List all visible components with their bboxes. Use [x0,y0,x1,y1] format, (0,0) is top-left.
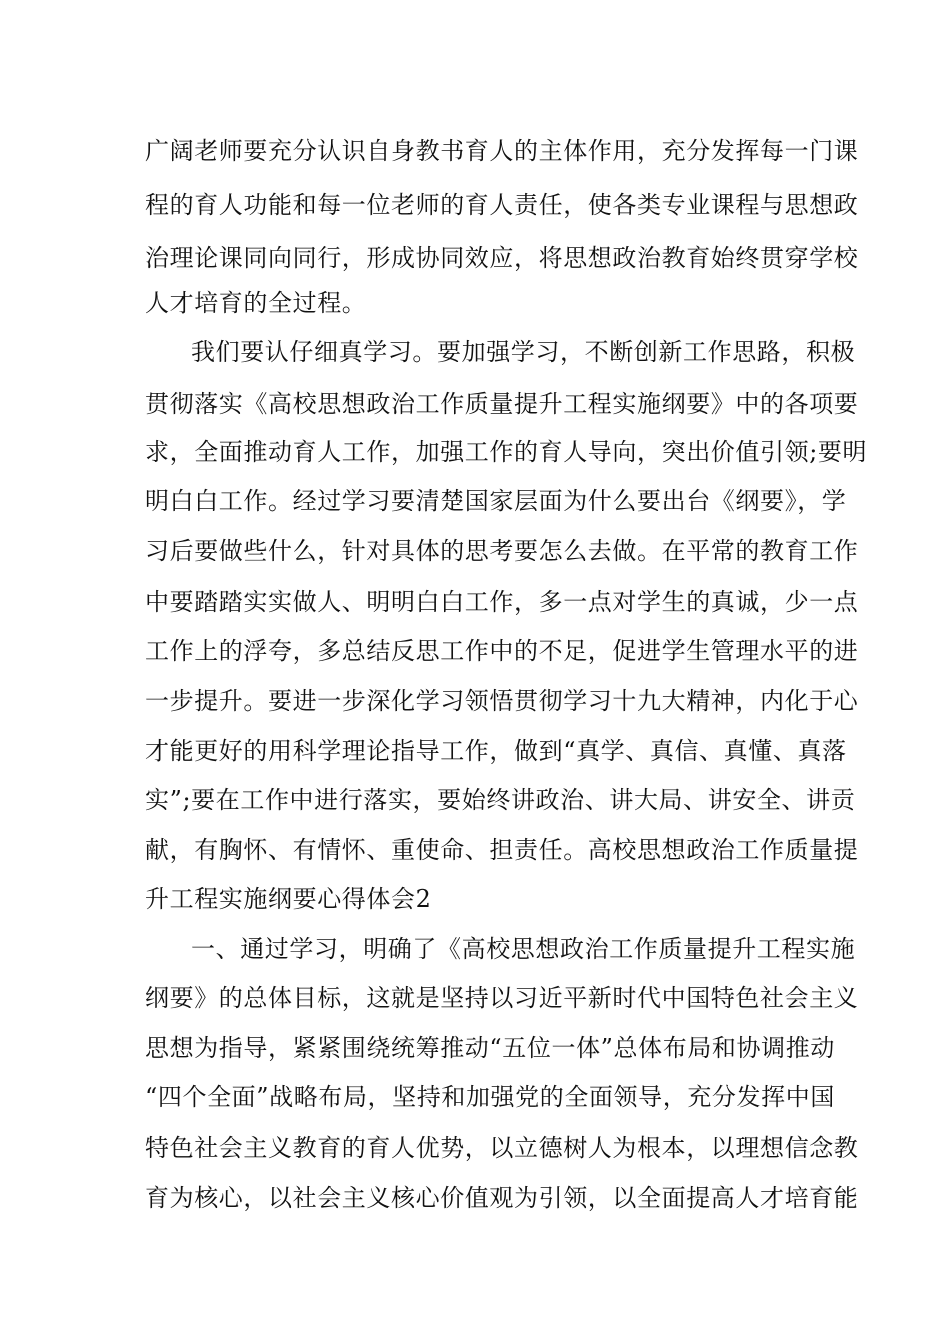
text-line: 求，全面推动育人工作，加强工作的育人导向，突出价值引领;要明 [145,438,868,466]
text-line: 贯彻落实《高校思想政治工作质量提升工程实施纲要》中的各项要 [145,390,859,418]
text-line: 思想为指导，紧紧围绕统筹推动“五位一体”总体布局和协调推动 [145,1034,835,1062]
text-line: “四个全面”战略布局，坚持和加强党的全面领导，充分发挥中国 [145,1083,835,1111]
text-line: 纲要》的总体目标，这就是坚持以习近平新时代中国特色社会主义 [145,984,859,1012]
text-line: 一步提升。要进一步深化学习领悟贯彻学习十九大精神，内化于心 [145,687,859,715]
text-line: 才能更好的用科学理论指导工作，做到“真学、真信、真懂、真落 [145,737,847,765]
text-line: 一、通过学习，明确了《高校思想政治工作质量提升工程实施 [191,935,856,963]
text-line: 人才培育的全过程。 [145,289,367,317]
text-line: 广阔老师要充分认识自身教书育人的主体作用，充分发挥每一门课 [145,137,859,165]
text-line: 特色社会主义教育的育人优势，以立德树人为根本，以理想信念教 [145,1134,859,1162]
text-line: 中要踏踏实实做人、明明白白工作，多一点对学生的真诚，少一点 [145,588,859,616]
text-line: 升工程实施纲要心得体会2 [145,885,432,913]
text-line: 习后要做些什么，针对具体的思考要怎么去做。在平常的教育工作 [145,537,859,565]
text-line: 程的育人功能和每一位老师的育人责任，使各类专业课程与思想政 [145,191,859,219]
text-line: 治理论课同向同行，形成协同效应，将思想政治教育始终贯穿学校 [145,244,859,272]
text-line: 献，有胸怀、有情怀、重使命、担责任。高校思想政治工作质量提 [145,836,859,864]
text-line: 育为核心，以社会主义核心价值观为引领，以全面提高人才培育能 [145,1184,859,1212]
text-line: 明白白工作。经过学习要清楚国家层面为什么要出台《纲要》，学 [145,487,847,515]
text-line: 工作上的浮夸，多总结反思工作中的不足，促进学生管理水平的进 [145,637,859,665]
text-line: 我们要认仔细真学习。要加强学习，不断创新工作思路，积极 [191,338,856,366]
text-line: 实”;要在工作中进行落实，要始终讲政治、讲大局、讲安全、讲贡 [145,786,856,814]
